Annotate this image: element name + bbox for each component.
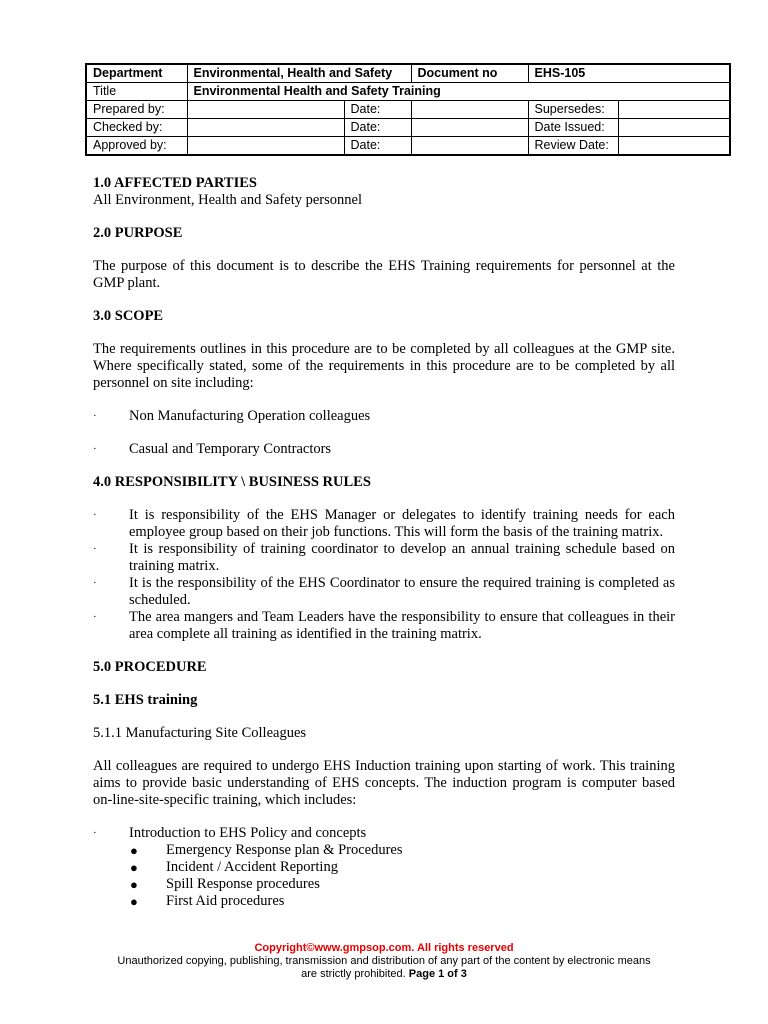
section-heading-purpose: 2.0 PURPOSE [93, 225, 183, 241]
section-heading-affected-parties: 1.0 AFFECTED PARTIES [93, 175, 257, 191]
review-date-label: Review Date: [528, 137, 618, 156]
prepared-date-label: Date: [344, 101, 411, 119]
supersedes-label: Supersedes: [528, 101, 618, 119]
list-item [93, 609, 675, 643]
list-item [93, 441, 675, 458]
header-row-title [86, 83, 730, 101]
department-value: Environmental, Health and Safety [187, 64, 411, 83]
affected-parties-text: All Environment, Health and Safety personnel [93, 192, 362, 208]
purpose-text: The purpose of this document is to describe the EHS Training requirements for personnel at the GMP plant. [93, 258, 675, 291]
sub-list-item-text: Incident / Accident Reporting [166, 859, 338, 875]
header-row-checked [86, 119, 730, 137]
sub-list-item-text: First Aid procedures [166, 893, 285, 909]
checked-date-label: Date: [344, 119, 411, 137]
bullet-icon: · [93, 611, 97, 623]
review-date-value [618, 137, 730, 156]
bullet-icon: · [93, 443, 97, 455]
header-row-prepared [86, 101, 730, 119]
sub-list-item [93, 876, 675, 893]
scope-text: The requirements outlines in this procedure are to be completed by all colleagues at the GMP site. Where specifically stated, some of the requirements in this procedure are to be completed by all personnel on site including: [93, 341, 675, 391]
checked-date-value [411, 119, 528, 137]
approved-date-value [411, 137, 528, 156]
copyright-notice: Copyright©www.gmpsop.com. All rights reserved [254, 942, 514, 954]
section-heading-responsibility: 4.0 RESPONSIBILITY \ BUSINESS RULES [93, 474, 371, 490]
list-item-text: It is responsibility of the EHS Manager or delegates to identify training needs for each employee group based on their job functions. This will form the basis of the training matrix. [129, 507, 675, 540]
checked-by-label: Checked by: [86, 119, 187, 137]
round-bullet-icon: ● [130, 860, 138, 875]
section-heading-scope: 3.0 SCOPE [93, 308, 164, 324]
document-body [93, 175, 675, 910]
document-header-table [85, 63, 731, 156]
document-no-value: EHS-105 [528, 64, 730, 83]
bullet-icon: · [93, 577, 97, 589]
list-item [93, 575, 675, 609]
header-row-department [86, 64, 730, 83]
approved-by-value [187, 137, 344, 156]
list-item-text: The area mangers and Team Leaders have the responsibility to ensure that colleagues in their area complete all training as identified in the training matrix. [129, 609, 675, 642]
supersedes-value [618, 101, 730, 119]
bullet-icon: · [93, 410, 97, 422]
title-label: Title [86, 83, 187, 101]
list-item [93, 507, 675, 541]
prepared-date-value [411, 101, 528, 119]
section-heading-procedure: 5.0 PROCEDURE [93, 659, 207, 675]
list-item-text: Introduction to EHS Policy and concepts [129, 825, 367, 841]
department-label: Department [86, 64, 187, 83]
header-row-approved [86, 137, 730, 156]
list-item [93, 408, 675, 425]
list-item-text: It is the responsibility of the EHS Coordinator to ensure the required training is completed as scheduled. [129, 575, 675, 608]
round-bullet-icon: ● [130, 843, 138, 858]
copy-restriction-notice-tail: are strictly prohibited. [301, 968, 409, 980]
document-no-label: Document no [411, 64, 528, 83]
subsubsection-heading-site-colleagues: 5.1.1 Manufacturing Site Colleagues [93, 725, 307, 741]
round-bullet-icon: ● [130, 894, 138, 909]
approved-date-label: Date: [344, 137, 411, 156]
checked-by-value [187, 119, 344, 137]
approved-by-label: Approved by: [86, 137, 187, 156]
prepared-by-label: Prepared by: [86, 101, 187, 119]
sub-list-item [93, 842, 675, 859]
prepared-by-value [187, 101, 344, 119]
list-item [93, 541, 675, 575]
procedure-text: All colleagues are required to undergo EHS Induction training upon starting of work. This training aims to provide basic understanding of EHS concepts. The induction program is computer based on-line-site-specific training, which includes: [93, 758, 675, 808]
copy-restriction-notice-cont [0, 968, 768, 981]
sub-list-item [93, 859, 675, 876]
list-item-text: It is responsibility of training coordinator to develop an annual training schedule based on training matrix. [129, 541, 675, 574]
list-item-text: Non Manufacturing Operation colleagues [129, 408, 371, 424]
date-issued-label: Date Issued: [528, 119, 618, 137]
page-number: Page 1 of 3 [408, 968, 467, 980]
title-value: Environmental Health and Safety Training [187, 83, 730, 101]
copy-restriction-notice: Unauthorized copying, publishing, transmission and distribution of any part of the content by electronic means [117, 955, 651, 967]
round-bullet-icon: ● [130, 877, 138, 892]
sub-list-item [93, 893, 675, 910]
bullet-icon: · [93, 827, 97, 839]
subsection-heading-ehs-training: 5.1 EHS training [93, 692, 198, 708]
list-item-text: Casual and Temporary Contractors [129, 441, 332, 457]
sub-list-item-text: Spill Response procedures [166, 876, 320, 892]
date-issued-value [618, 119, 730, 137]
bullet-icon: · [93, 509, 97, 521]
sub-list-item-text: Emergency Response plan & Procedures [166, 842, 403, 858]
list-item [93, 825, 675, 842]
page-footer [0, 942, 768, 981]
bullet-icon: · [93, 543, 97, 555]
